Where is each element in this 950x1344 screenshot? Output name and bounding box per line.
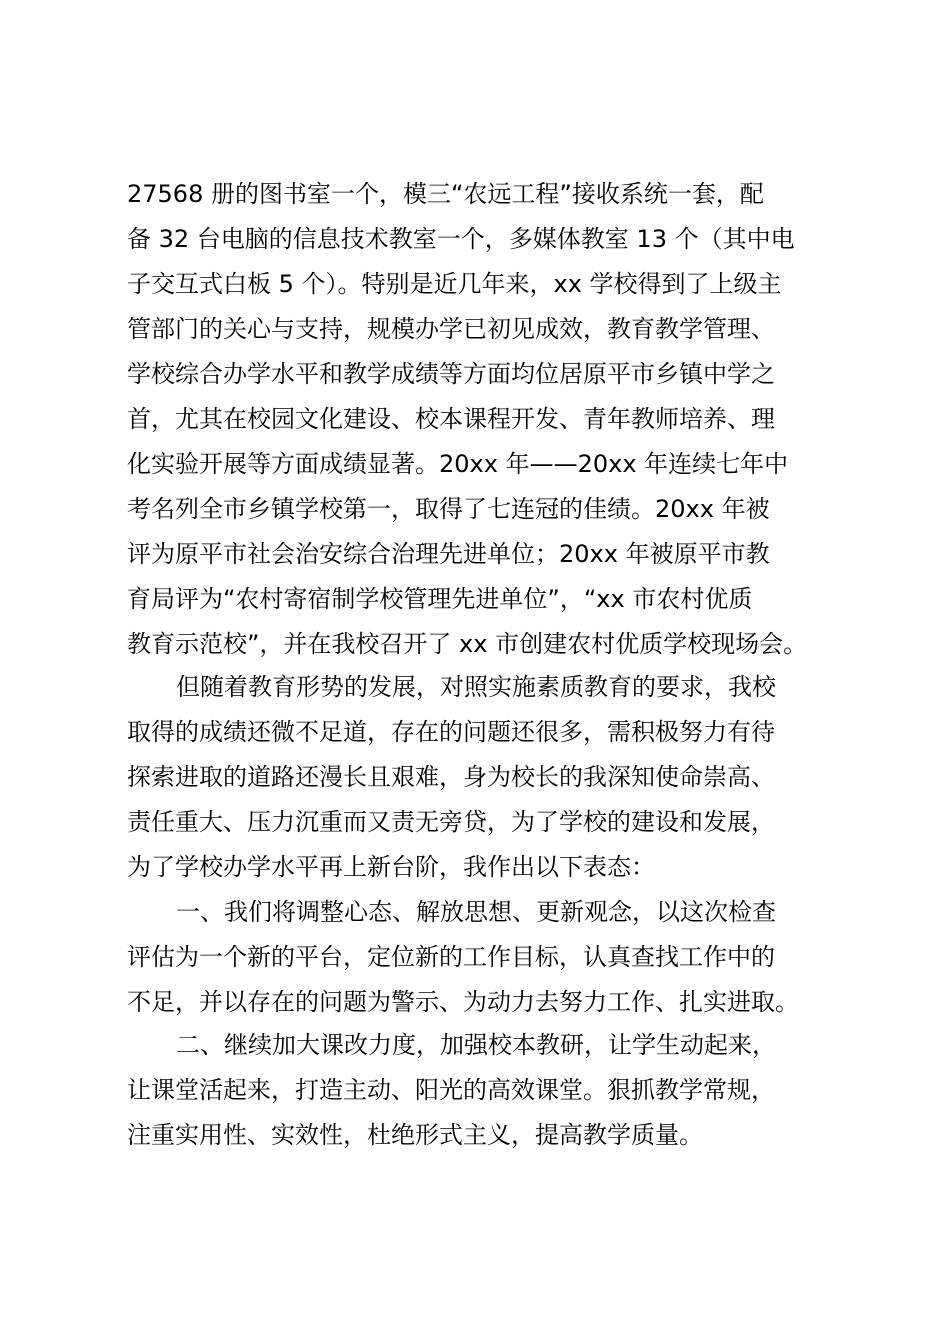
paragraph-line: 子交互式白板 5 个）。特别是近几年来，xx 学校得到了上级主 (127, 270, 782, 298)
paragraph-line: 评为原平市社会治安综合治理先进单位；20xx 年被原平市教 (127, 540, 770, 568)
paragraph-line: 为了学校办学水平再上新台阶，我作出以下表态： (127, 853, 655, 881)
paragraph-line: 让课堂活起来，打造主动、阳光的高效课堂。狠抓教学常规， (127, 1076, 775, 1104)
paragraph-point-one (127, 890, 847, 1025)
paragraph-line: 管部门的关心与支持，规模办学已初见成效，教育教学管理、 (127, 315, 775, 343)
paragraph-line: 取得的成绩还微不足道，存在的问题还很多，需积极努力有待 (127, 718, 775, 746)
paragraph-line: 27568 册的图书室一个，模三“农远工程”接收系统一套，配 (127, 180, 764, 208)
paragraph-line: 不足，并以存在的问题为警示、为动力去努力工作、扎实进取。 (127, 988, 799, 1016)
paragraph-line: 备 32 台电脑的信息技术教室一个，多媒体教室 13 个（其中电 (127, 225, 795, 253)
paragraph-development-statement (127, 665, 847, 890)
paragraph-line: 育局评为“农村寄宿制学校管理先进单位”，“xx 市农村优质 (127, 585, 753, 613)
paragraph-line: 化实验开展等方面成绩显著。20xx 年——20xx 年连续七年中 (127, 450, 789, 478)
paragraph-line: 教育示范校”，并在我校召开了 xx 市创建农村优质学校现场会。 (127, 630, 808, 658)
paragraph-line: 但随着教育形势的发展，对照实施素质教育的要求，我校 (176, 673, 776, 701)
paragraph-school-facilities (127, 172, 847, 667)
paragraph-line: 学校综合办学水平和教学成绩等方面均位居原平市乡镇中学之 (127, 360, 775, 388)
paragraph-line: 注重实用性、实效性，杜绝形式主义，提高教学质量。 (127, 1121, 703, 1149)
paragraph-line: 一、我们将调整心态、解放思想、更新观念，以这次检查 (176, 898, 776, 926)
paragraph-line: 评估为一个新的平台，定位新的工作目标，认真查找工作中的 (127, 943, 775, 971)
paragraph-line: 责任重大、压力沉重而又责无旁贷，为了学校的建设和发展， (127, 808, 775, 836)
paragraph-line: 探索进取的道路还漫长且艰难，身为校长的我深知使命崇高、 (127, 763, 775, 791)
paragraph-line: 考名列全市乡镇学校第一，取得了七连冠的佳绩。20xx 年被 (127, 495, 770, 523)
paragraph-line: 二、继续加大课改力度，加强校本教研，让学生动起来， (176, 1031, 776, 1059)
paragraph-line: 首，尤其在校园文化建设、校本课程开发、青年教师培养、理 (127, 405, 775, 433)
paragraph-point-two (127, 1023, 847, 1158)
